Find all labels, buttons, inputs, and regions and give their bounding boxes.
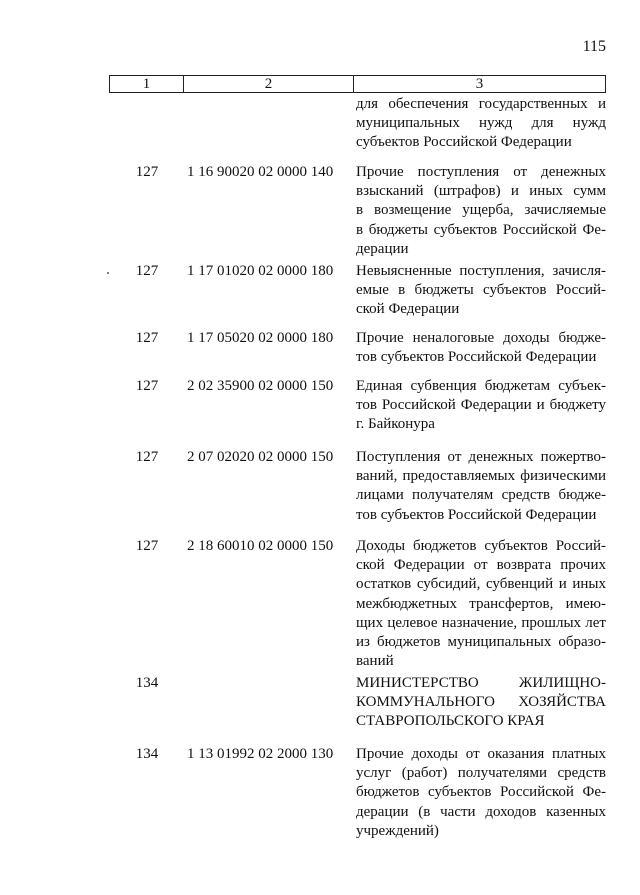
page-number: 115 [582, 38, 606, 55]
description-line: дерации (в части доходов казенных [356, 803, 606, 820]
income-description [356, 262, 606, 320]
admin-code: 127 [135, 538, 159, 554]
admin-code: 127 [135, 378, 159, 394]
description-line: тов субъектов Российской Федерации [356, 506, 597, 523]
description-line: Прочие неналоговые доходы бюдже- [356, 330, 606, 346]
admin-code: 134 [135, 746, 159, 762]
description-line: учреждений) [356, 822, 439, 839]
description-line: г. Байконура [356, 416, 435, 433]
description-line: в бюджеты субъектов Российской Фе- [356, 221, 606, 238]
admin-code: 127 [135, 330, 159, 346]
income-description [356, 95, 606, 153]
description-line: ваний [356, 653, 394, 670]
income-description [356, 537, 606, 671]
income-description [356, 448, 606, 525]
ministry-name-line: МИНИСТЕРСТВО ЖИЛИЩНО- [356, 675, 606, 691]
description-line: дерации [356, 240, 409, 257]
kbk-code: 2 18 60010 02 0000 150 [187, 538, 334, 554]
description-line: Прочие поступления от денежных [356, 164, 606, 180]
kbk-code: 1 13 01992 02 2000 130 [187, 746, 334, 762]
scan-speck [107, 272, 109, 274]
admin-code: 127 [135, 164, 159, 180]
header-col-3: 3 [475, 76, 484, 92]
kbk-code: 1 17 05020 02 0000 180 [187, 330, 334, 346]
income-description [356, 377, 606, 435]
description-line: щих целевое назначение, прошлых лет [356, 614, 606, 631]
kbk-code: 2 02 35900 02 0000 150 [187, 378, 334, 394]
description-line: Поступления от денежных пожертво- [356, 449, 606, 465]
header-col-1: 1 [110, 76, 184, 92]
description-line: для обеспечения государственных и [356, 96, 606, 112]
kbk-code: 1 16 90020 02 0000 140 [187, 164, 334, 180]
ministry-name-line: КОММУНАЛЬНОГО ХОЗЯЙСТВА [356, 694, 606, 711]
description-line: ской Федерации от возврата прочих [356, 557, 606, 574]
description-line: услуг (работ) получателями средств [356, 765, 606, 782]
description-line: Доходы бюджетов субъектов Россий- [356, 538, 606, 554]
admin-code: 127 [135, 449, 159, 465]
description-line: бюджетов субъектов Российской Фе- [356, 784, 606, 801]
description-line: муниципальных нужд для нужд [356, 115, 606, 132]
admin-code: 127 [135, 263, 159, 279]
header-col-2: 2 [184, 76, 354, 92]
description-line: лицами получателям средств бюдже- [356, 487, 606, 504]
kbk-code: 1 17 01020 02 0000 180 [187, 263, 334, 279]
income-description [356, 329, 606, 367]
description-line: ской Федерации [356, 301, 460, 318]
description-line: из бюджетов муниципальных образо- [356, 633, 606, 650]
description-line: в возмещение ущерба, зачисляемые [356, 202, 606, 219]
ministry-name-line: СТАВРОПОЛЬСКОГО КРАЯ [356, 713, 545, 730]
admin-code: 134 [135, 675, 159, 691]
description-line: Единая субвенция бюджетам субъек- [356, 378, 606, 394]
description-line: ваний, предоставляемых физическими [356, 468, 606, 485]
description-line: емые в бюджеты субъектов Россий- [356, 282, 606, 299]
description-line: Невыясненные поступления, зачисля- [356, 263, 606, 279]
description-line: тов Российской Федерации и бюджету [356, 397, 606, 414]
ministry-name [356, 674, 606, 732]
table-header [109, 75, 606, 93]
description-line: Прочие доходы от оказания платных [356, 746, 606, 762]
income-description [356, 163, 606, 259]
description-line: остатков субсидий, субвенций и иных [356, 576, 606, 593]
description-line: субъектов Российской Федерации [356, 134, 572, 151]
description-line: взысканий (штрафов) и иных сумм [356, 183, 606, 200]
income-description [356, 745, 606, 841]
description-line: тов субъектов Российской Федерации [356, 349, 597, 366]
description-line: межбюджетных трансфертов, имею- [356, 595, 606, 612]
kbk-code: 2 07 02020 02 0000 150 [187, 449, 334, 465]
